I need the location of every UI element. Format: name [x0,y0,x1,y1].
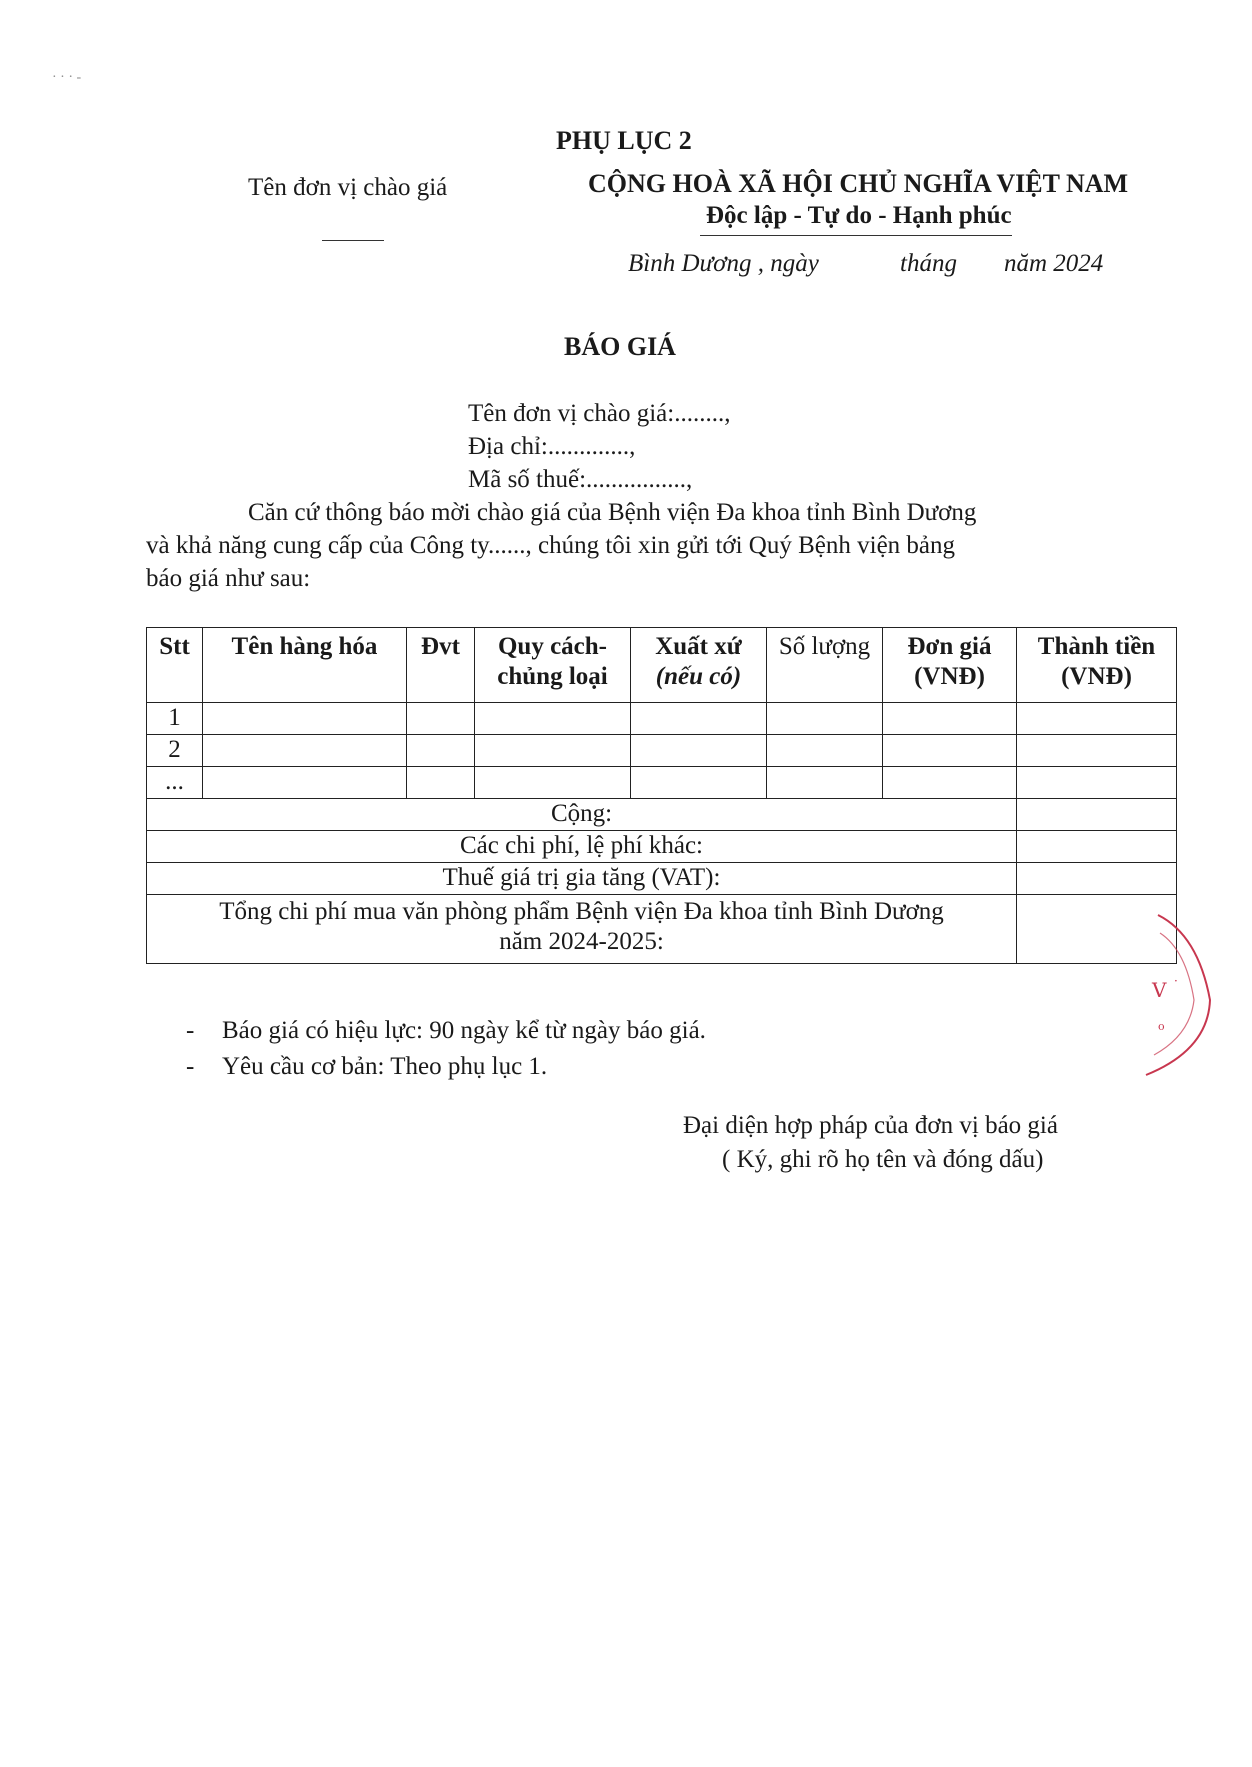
org-underline [322,240,384,241]
header-origin [631,628,767,703]
header-origin-note: (nếu có) [655,663,742,690]
table-row [147,703,1177,735]
summary-other-fees-value [1017,831,1177,863]
row-stt: ... [147,767,203,799]
summary-row [147,831,1177,863]
row-cell [631,735,767,767]
summary-row [147,863,1177,895]
company-line: Tên đơn vị chào giá:........, [468,400,731,427]
header-spec: Quy cách-chủng loại [475,628,631,703]
summary-sum-value [1017,799,1177,831]
row-cell [407,767,475,799]
summary-vat-label: Thuế giá trị gia tăng (VAT): [147,863,1017,895]
row-cell [475,735,631,767]
row-cell [203,735,407,767]
table-header-row [147,628,1177,703]
header-origin-label: Xuất xứ [655,633,742,660]
seal-letter: o [1158,1020,1165,1033]
summary-grand-total-label: Tổng chi phí mua văn phòng phẩm Bệnh viện Đa khoa tỉnh Bình Dương năm 2024-2025: [147,895,1017,964]
country-title: CỘNG HOÀ XÃ HỘI CHỦ NGHĨA VIỆT NAM [588,169,1129,198]
address-line: Địa chỉ:............., [468,433,636,460]
row-cell [475,767,631,799]
tax-line: Mã số thuế:................, [468,466,693,493]
row-cell [407,703,475,735]
row-cell [631,767,767,799]
row-cell [883,767,1017,799]
summary-row [147,895,1177,964]
seal-stamp [1138,905,1252,1085]
table-row [147,735,1177,767]
header-unit-price: Đơn giá (VNĐ) [883,628,1017,703]
summary-other-fees-label: Các chi phí, lệ phí khác: [147,831,1017,863]
summary-row [147,799,1177,831]
quote-table [146,627,1177,964]
row-cell [883,735,1017,767]
date-year: năm 2024 [1004,250,1104,277]
row-cell [203,703,407,735]
org-label: Tên đơn vị chào giá [248,174,448,201]
intro-line-2: và khả năng cung cấp của Công ty......, chúng tôi xin gửi tới Quý Bệnh viện bảng [146,532,956,559]
scan-artifact: · · · - [52,70,82,85]
row-cell [203,767,407,799]
date-month: tháng [900,250,957,277]
document-title: BÁO GIÁ [564,332,676,361]
note-item: - Yêu cầu cơ bản: Theo phụ lục 1. [186,1049,706,1085]
row-cell [767,703,883,735]
appendix-title: PHỤ LỤC 2 [556,126,692,155]
header-unit: Đvt [407,628,475,703]
summary-sum-label: Cộng: [147,799,1017,831]
header-total: Thành tiền (VNĐ) [1017,628,1177,703]
signature-title: Đại diện hợp pháp của đơn vị báo giá [683,1112,1058,1139]
summary-vat-value [1017,863,1177,895]
header-stt: Stt [147,628,203,703]
motto-underline [700,235,1012,236]
signature-note: ( Ký, ghi rõ họ tên và đóng dấu) [722,1146,1044,1173]
row-cell [1017,735,1177,767]
note-item: - Báo giá có hiệu lực: 90 ngày kể từ ngày báo giá. [186,1013,706,1049]
row-cell [1017,767,1177,799]
row-stt: 1 [147,703,203,735]
row-cell [475,703,631,735]
row-cell [407,735,475,767]
row-cell [631,703,767,735]
header-quantity: Số lượng [767,628,883,703]
notes-list [186,1013,706,1085]
row-cell [767,767,883,799]
header-item-name: Tên hàng hóa [203,628,407,703]
intro-line-3: báo giá như sau: [146,565,311,592]
place-date: Bình Dương , ngày [628,250,819,277]
table-row [147,767,1177,799]
row-cell [1017,703,1177,735]
motto: Độc lập - Tự do - Hạnh phúc [706,202,1012,229]
intro-line-1: Căn cứ thông báo mời chào giá của Bệnh viện Đa khoa tỉnh Bình Dương [248,499,977,526]
row-stt: 2 [147,735,203,767]
row-cell [883,703,1017,735]
row-cell [767,735,883,767]
seal-letter: · [1174,974,1178,988]
seal-letter: V [1152,978,1167,1002]
